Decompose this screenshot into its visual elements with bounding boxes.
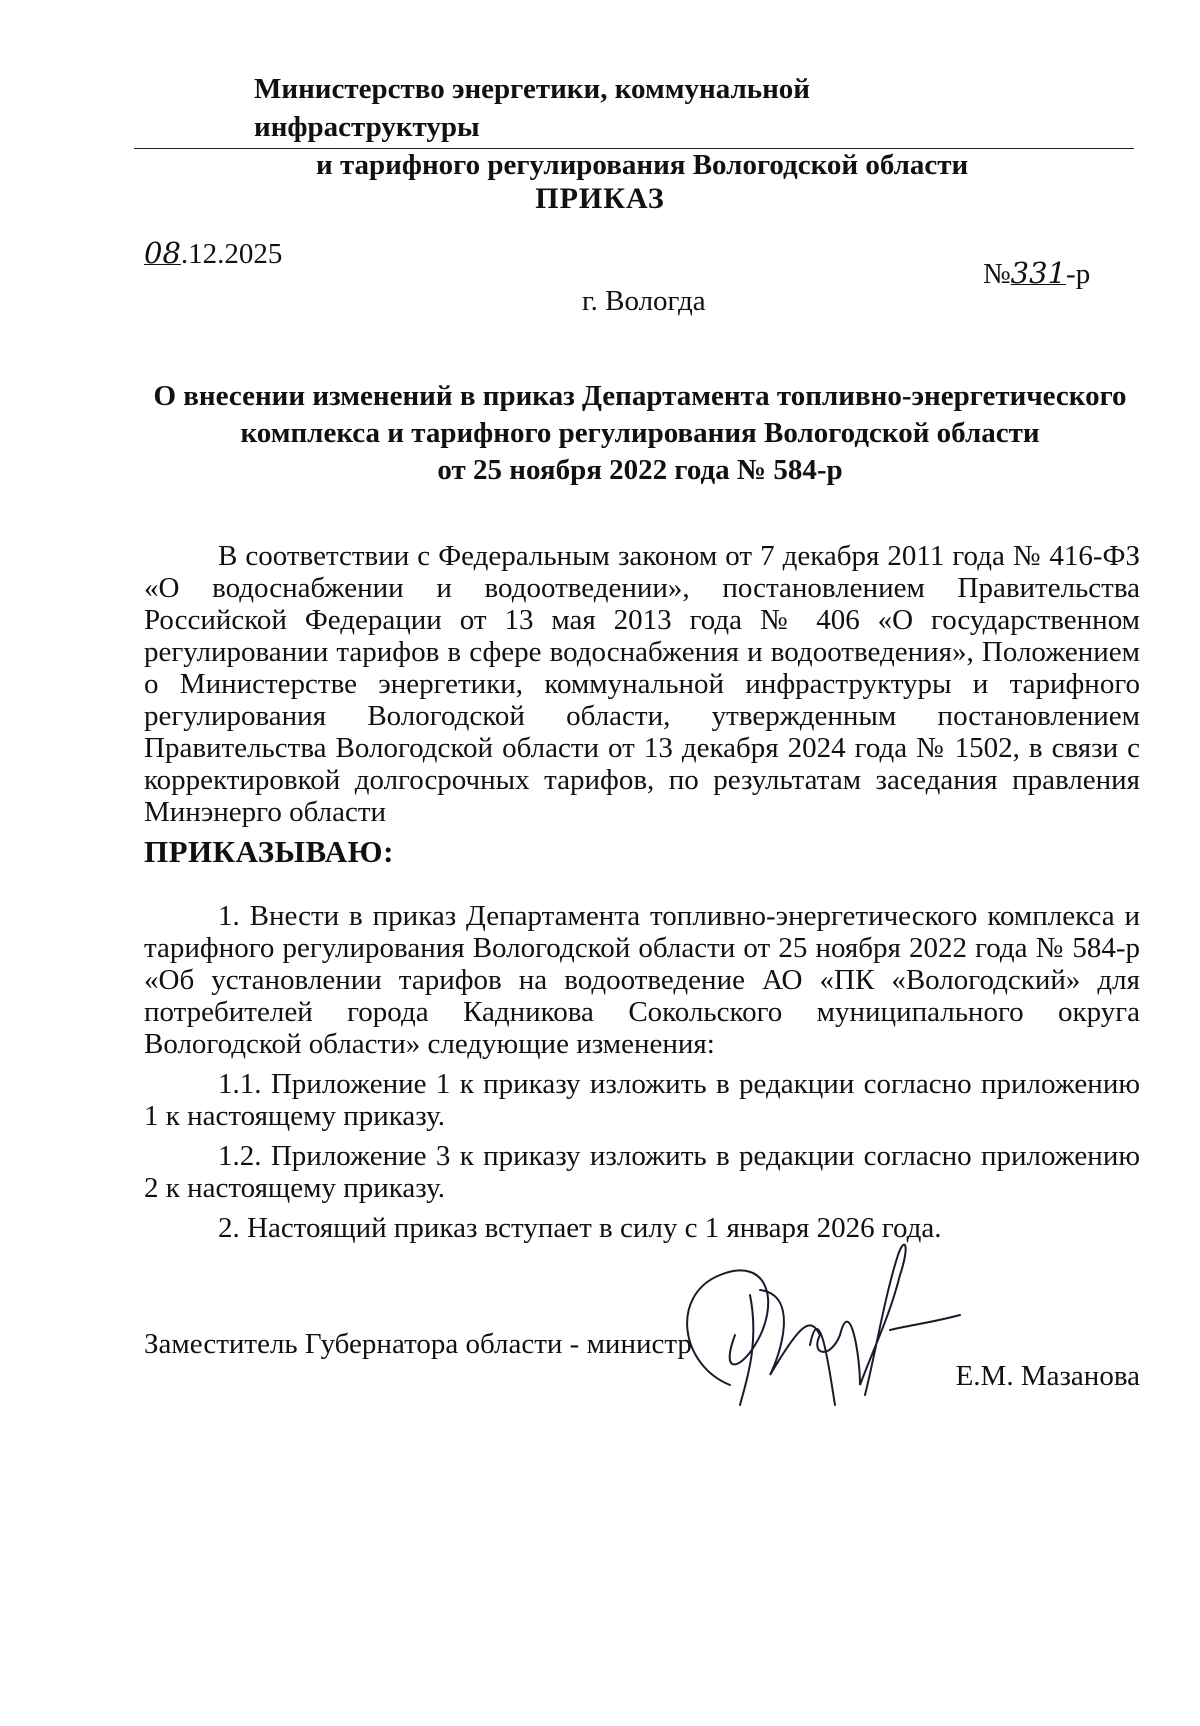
point-1-1: 1.1. Приложение 1 к приказу изложить в редакции согласно приложению 1 к настоящему приказу. [144, 1068, 1140, 1132]
ministry-header [250, 70, 1040, 184]
signature-block [144, 1320, 1140, 1392]
order-points [144, 900, 1140, 1252]
order-subject [140, 378, 1140, 489]
signer-name: Е.М. Мазанова [955, 1360, 1140, 1392]
order-number-suffix: -р [1066, 258, 1091, 290]
decree-word: ПРИКАЗЫВАЮ: [144, 834, 394, 869]
signer-position: Заместитель Губернатора области - министр [144, 1328, 692, 1360]
order-number-value: 331 [1010, 256, 1067, 290]
subject-line2: комплекса и тарифного регулирования Вологодской области [240, 417, 1040, 449]
point-2: 2. Настоящий приказ вступает в силу с 1 января 2026 года. [218, 1212, 942, 1244]
order-city: г. Вологда [582, 285, 706, 317]
subject-line1: О внесении изменений в приказ Департамента топливно-энергетического [153, 380, 1127, 412]
order-number-prefix: № [983, 258, 1011, 290]
ministry-name-line2: и тарифного регулирования Вологодской области [316, 149, 969, 181]
order-date-day: 08 [144, 236, 181, 270]
subject-line3: от 25 ноября 2022 года № 584-р [437, 454, 843, 486]
ministry-name-line1: Министерство энергетики, коммунальной инфраструктуры [254, 73, 810, 143]
order-number [983, 256, 1090, 291]
point-1-2: 1.2. Приложение 3 к приказу изложить в редакции согласно приложению 2 к настоящему приказу. [144, 1140, 1140, 1204]
point-1: 1. Внести в приказ Департамента топливно-энергетического комплекса и тарифного регулирования Вологодской области от 25 ноября 2022 года № 584-р «Об установлении тарифов на водоотведение АО «ПК «Вологодский» для потребителей города Кадникова Сокольского муниципального округа Вологодской области» следующие изменения: [144, 900, 1140, 1060]
header-divider [134, 148, 1134, 149]
preamble-paragraph: В соответствии с Федеральным законом от 7 декабря 2011 года № 416-ФЗ «О водоснабжении и водоотведении», постановлением Правительства Российской Федерации от 13 мая 2013 года № 406 «О государственном регулировании тарифов в сфере водоснабжения и водоотведения», Положением о Министерстве энергетики, коммунальной инфраструктуры и тарифного регулирования Вологодской области, утвержденным постановлением Правительства Вологодской области от 13 декабря 2024 года № 1502, в связи с корректировкой долгосрочных тарифов, по результатам заседания правления Минэнерго области [144, 540, 1140, 828]
preamble [144, 540, 1140, 828]
order-date [144, 236, 282, 271]
order-date-month-year: .12.2025 [180, 238, 283, 270]
order-title: ПРИКАЗ [535, 182, 665, 215]
